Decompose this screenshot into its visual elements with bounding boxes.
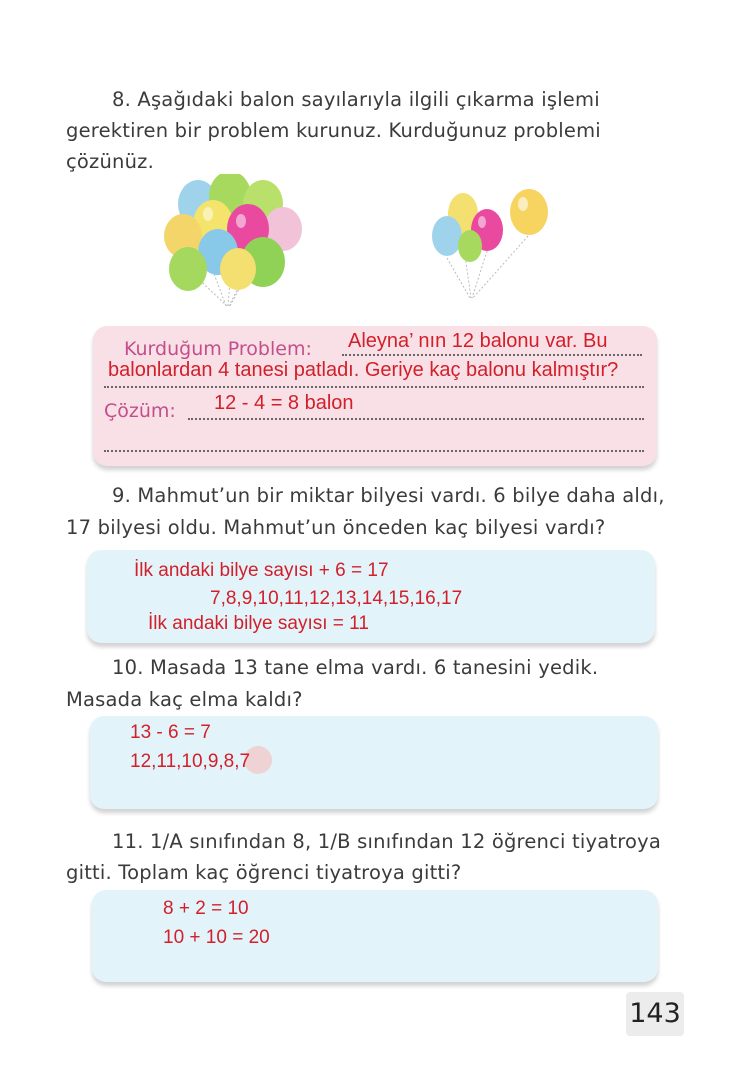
q9-answer2: 7,8,9,10,11,12,13,14,15,16,17 [210, 588, 463, 609]
q8-line3: çözünüz. [66, 150, 154, 173]
q10-answer2: 12,11,10,9,8,7 [130, 751, 251, 772]
answer-line-1 [342, 354, 642, 356]
q9-line2: 17 bilyesi oldu. Mahmut’un önceden kaç bilyesi vardı? [66, 516, 606, 539]
solution-label: Çözüm: [104, 400, 176, 422]
q10-line1: 10. Masada 13 tane elma vardı. 6 tanesini yedik. [112, 656, 599, 679]
answer-line-2 [104, 386, 644, 388]
q9-answer1: İlk andaki bilye sayısı + 6 = 17 [134, 560, 389, 581]
q8-answer-line1: Aleyna’ nın 12 balonu var. Bu [348, 330, 608, 352]
q8-line2: gerektiren bir problem kurunuz. Kurduğunuz problemi [66, 119, 601, 142]
q9-line1: 9. Mahmut’un bir miktar bilyesi vardı. 6 bilye daha aldı, [112, 484, 665, 507]
q8-solution: 12 - 4 = 8 balon [214, 392, 354, 414]
q11-line2: gitti. Toplam kaç öğrenci tiyatroya gitti? [66, 861, 462, 884]
q8-answer-line2: balonlardan 4 tanesi patladı. Geriye kaç balonu kalmıştır? [108, 359, 619, 381]
q10-line2: Masada kaç elma kaldı? [66, 688, 303, 711]
balloon-bunch-small-icon [425, 186, 555, 301]
answer-line-4 [104, 450, 644, 452]
q11-answer2: 10 + 10 = 20 [163, 927, 270, 948]
answer-line-3 [188, 418, 644, 420]
q11-line1: 11. 1/A sınıfından 8, 1/B sınıfından 12 öğrenci tiyatroya [112, 830, 662, 853]
q11-answer1: 8 + 2 = 10 [163, 898, 249, 919]
q8-line1: 8. Aşağıdaki balon sayılarıyla ilgili çıkarma işlemi [112, 88, 600, 111]
balloon-bunch-large-icon [158, 174, 308, 309]
page-number: 143 [626, 992, 684, 1036]
q10-answer1: 13 - 6 = 7 [130, 722, 211, 743]
q9-answer3: İlk andaki bilye sayısı = 11 [148, 613, 369, 634]
problem-label: Kurduğum Problem: [124, 338, 312, 360]
